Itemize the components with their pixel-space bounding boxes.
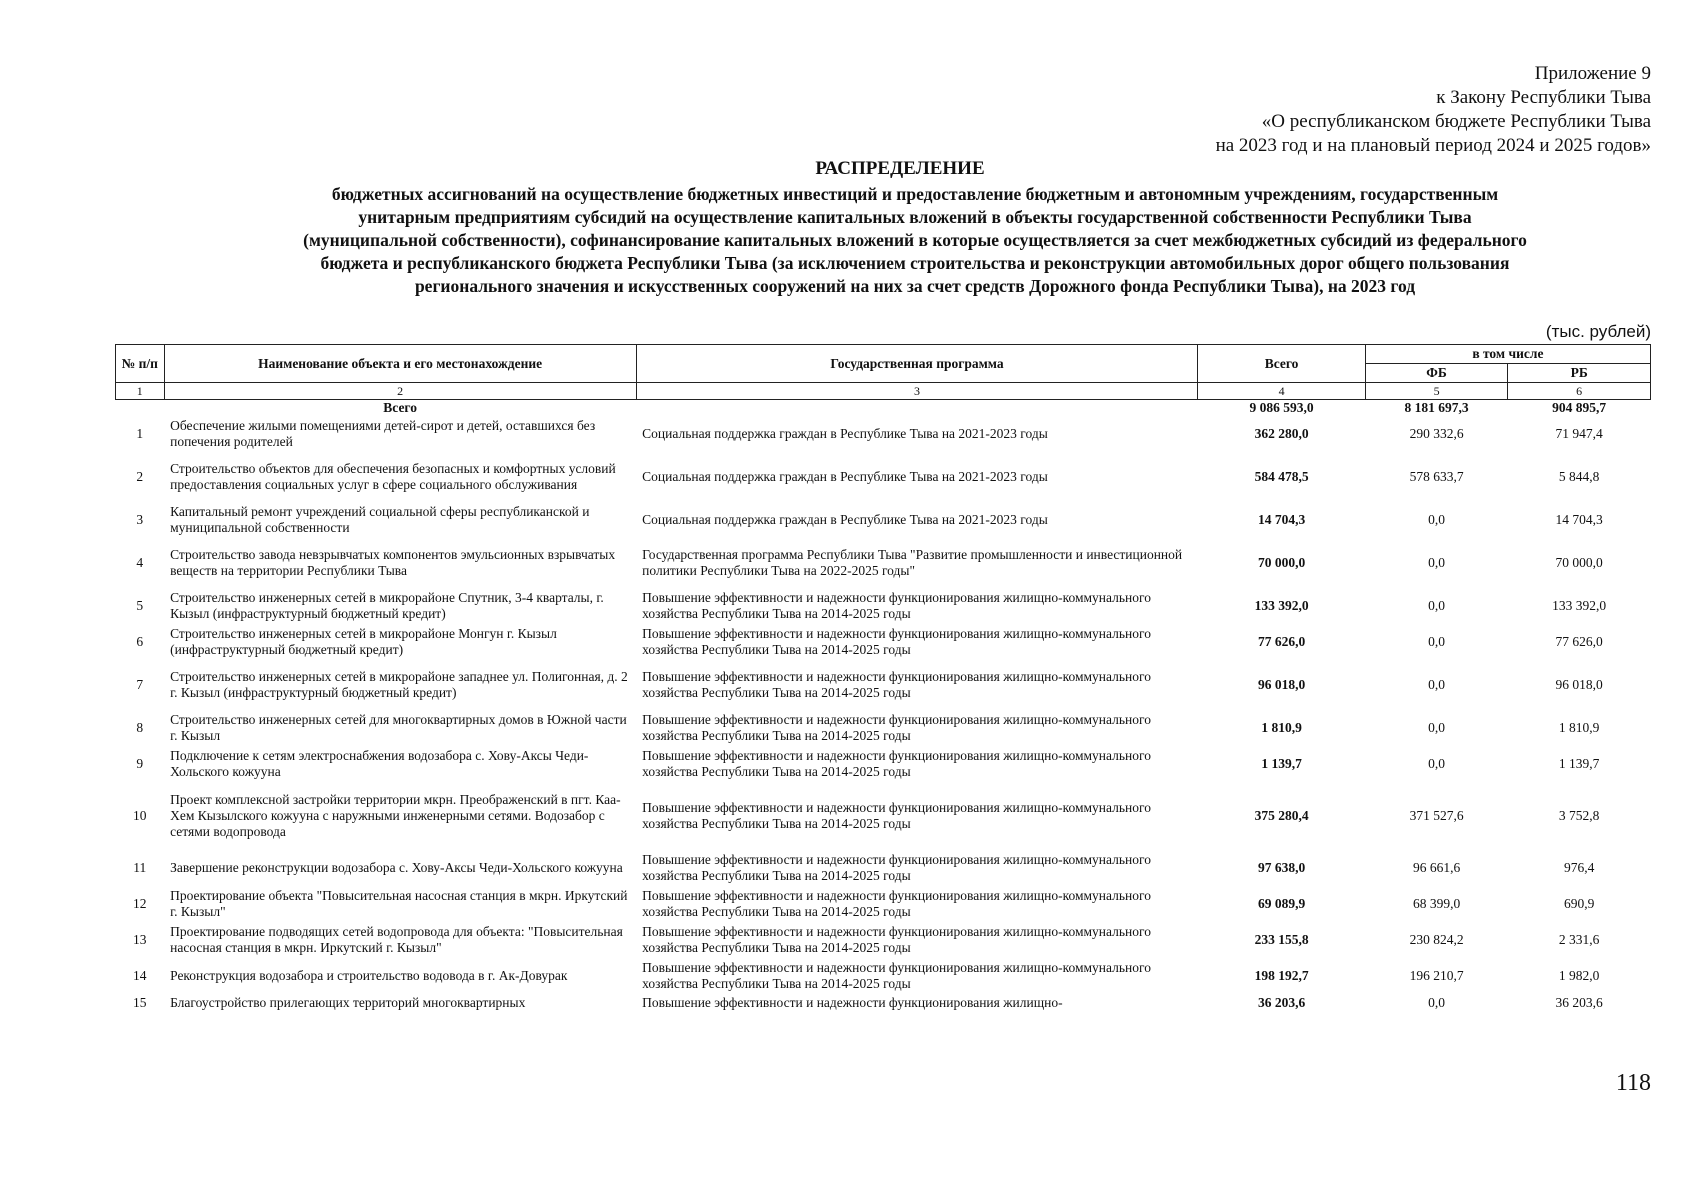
total-value: 9 086 593,0 xyxy=(1249,400,1314,415)
table-row xyxy=(116,886,1651,922)
row-number: 11 xyxy=(133,860,147,875)
page-number: 118 xyxy=(1615,1070,1651,1096)
row-total: 1 810,9 xyxy=(1261,720,1302,735)
column-index: 1 xyxy=(116,383,165,400)
row-rb: 1 810,9 xyxy=(1558,720,1600,735)
table-row xyxy=(116,660,1651,710)
row-rb: 77 626,0 xyxy=(1555,634,1603,649)
object-name: Проект комплексной застройки территории мкрн. Преображенский в пгт. Каа-Хем Кызылского кожууна с наружными инженерными сетями. Водозабор с сетями водопровода xyxy=(170,792,621,839)
row-total: 1 139,7 xyxy=(1261,756,1302,771)
row-fb: 371 527,6 xyxy=(1409,808,1464,823)
column-index: 3 xyxy=(636,383,1198,400)
row-fb: 0,0 xyxy=(1428,720,1445,735)
object-name: Благоустройство прилегающих территорий многоквартирных xyxy=(170,995,526,1010)
appendix-header xyxy=(851,62,1651,158)
column-index: 5 xyxy=(1365,383,1508,400)
row-total: 70 000,0 xyxy=(1257,555,1306,570)
program-name: Государственная программа Республики Тыва "Развитие промышленности и инвестиционной политики Республики Тыва на 2022-2025 годы" xyxy=(642,547,1183,578)
row-rb: 3 752,8 xyxy=(1558,808,1600,823)
program-name: Повышение эффективности и надежности функционирования жилищно-коммунального хозяйства Республики Тыва на 2014-2025 годы xyxy=(642,888,1151,919)
row-rb: 2 331,6 xyxy=(1558,932,1600,947)
row-total: 233 155,8 xyxy=(1254,932,1309,947)
subtitle-line: унитарным предприятиям субсидий на осуществление капитальных вложений в объекты государственной собственности Республики Тыва xyxy=(358,207,1472,227)
table-row xyxy=(116,994,1651,1012)
table-row xyxy=(116,710,1651,746)
program-name: Повышение эффективности и надежности функционирования жилищно-коммунального хозяйства Республики Тыва на 2014-2025 годы xyxy=(642,852,1151,883)
row-total: 97 638,0 xyxy=(1257,860,1306,875)
row-rb: 70 000,0 xyxy=(1555,555,1603,570)
table-row xyxy=(116,850,1651,886)
program-name: Повышение эффективности и надежности функционирования жилищно-коммунального хозяйства Республики Тыва на 2014-2025 годы xyxy=(642,748,1151,779)
header-line: Приложение 9 xyxy=(1534,63,1651,84)
subtitle-line: бюджетных ассигнований на осуществление бюджетных инвестиций и предоставление бюджетным и автономным учреждениям, государственным xyxy=(331,184,1499,204)
row-rb: 36 203,6 xyxy=(1555,995,1603,1010)
row-rb: 96 018,0 xyxy=(1555,677,1603,692)
subtitle-line: регионального значения и искусственных сооружений на них за счет средств Дорожного фонда Республики Тыва), на 2023 год xyxy=(414,276,1416,296)
object-name: Строительство инженерных сетей в микрорайоне западнее ул. Полигонная, д. 2 г. Кызыл (инфраструктурный бюджетный кредит) xyxy=(170,669,628,700)
row-fb: 96 661,6 xyxy=(1412,860,1461,875)
object-name: Строительство объектов для обеспечения безопасных и комфортных условий предоставления социальных услуг в сфере социального обслуживания xyxy=(170,461,616,492)
table-row xyxy=(116,746,1651,782)
row-total: 198 192,7 xyxy=(1254,968,1309,983)
row-total: 36 203,6 xyxy=(1257,995,1306,1010)
row-fb: 0,0 xyxy=(1428,598,1445,613)
row-number: 5 xyxy=(136,598,144,613)
row-fb: 0,0 xyxy=(1428,995,1445,1010)
table-row xyxy=(116,588,1651,624)
program-name: Социальная поддержка граждан в Республике Тыва на 2021-2023 годы xyxy=(642,512,1048,527)
row-number: 9 xyxy=(136,756,144,771)
total-rb: 904 895,7 xyxy=(1552,400,1607,415)
program-name: Социальная поддержка граждан в Республике Тыва на 2021-2023 годы xyxy=(642,469,1048,484)
object-name: Реконструкция водозабора и строительство водовода в г. Ак-Довурак xyxy=(170,968,568,983)
row-rb: 5 844,8 xyxy=(1558,469,1600,484)
object-name: Строительство инженерных сетей в микрорайоне Спутник, 3-4 кварталы, г. Кызыл (инфраструктурный бюджетный кредит) xyxy=(170,590,604,621)
program-name: Повышение эффективности и надежности функционирования жилищно-коммунального хозяйства Республики Тыва на 2014-2025 годы xyxy=(642,960,1151,991)
header-including: в том числе xyxy=(1365,345,1650,364)
row-number: 1 xyxy=(136,426,144,441)
row-number: 13 xyxy=(133,932,147,947)
total-fb: 8 181 697,3 xyxy=(1404,400,1469,415)
row-number: 10 xyxy=(133,808,147,823)
header-fb: ФБ xyxy=(1365,364,1508,383)
object-name: Строительство инженерных сетей в микрорайоне Монгун г. Кызыл (инфраструктурный бюджетный кредит) xyxy=(170,626,557,657)
table-row xyxy=(116,538,1651,588)
table-row xyxy=(116,782,1651,850)
total-label: Всего xyxy=(383,400,417,415)
row-fb: 0,0 xyxy=(1428,555,1445,570)
row-total: 77 626,0 xyxy=(1257,634,1306,649)
table-row xyxy=(116,922,1651,958)
object-name: Завершение реконструкции водозабора с. Хову-Аксы Чеди-Хольского кожууна xyxy=(170,860,623,875)
row-total: 584 478,5 xyxy=(1254,469,1309,484)
row-number: 8 xyxy=(136,720,144,735)
row-number: 7 xyxy=(136,677,144,692)
row-rb: 1 139,7 xyxy=(1558,756,1600,771)
header-total: Всего xyxy=(1198,345,1365,383)
object-name: Проектирование подводящих сетей водопровода для объекта: "Повысительная насосная станция в мкрн. Иркутский г. Кызыл" xyxy=(170,924,623,955)
table-row xyxy=(116,502,1651,538)
header-line: к Закону Республики Тыва xyxy=(1436,87,1651,108)
object-name: Капитальный ремонт учреждений социальной сферы республиканской и муниципальной собственности xyxy=(170,504,590,535)
row-fb: 0,0 xyxy=(1428,756,1445,771)
column-index: 6 xyxy=(1508,383,1651,400)
row-fb: 230 824,2 xyxy=(1409,932,1464,947)
object-name: Строительство инженерных сетей для многоквартирных домов в Южной части г. Кызыл xyxy=(170,712,627,743)
subtitle-line: (муниципальной собственности), софинансирование капитальных вложений в которые осуществляется за счет межбюджетных субсидий из федерального xyxy=(303,230,1527,250)
program-name: Социальная поддержка граждан в Республике Тыва на 2021-2023 годы xyxy=(642,426,1048,441)
document-title: РАСПРЕДЕЛЕНИЕ xyxy=(815,158,985,179)
program-name: Повышение эффективности и надежности функционирования жилищно-коммунального хозяйства Республики Тыва на 2014-2025 годы xyxy=(642,924,1151,955)
row-total: 14 704,3 xyxy=(1257,512,1306,527)
table-row xyxy=(116,624,1651,660)
row-fb: 578 633,7 xyxy=(1409,469,1464,484)
program-name: Повышение эффективности и надежности функционирования жилищно-коммунального хозяйства Республики Тыва на 2014-2025 годы xyxy=(642,626,1151,657)
row-total: 375 280,4 xyxy=(1254,808,1309,823)
program-name: Повышение эффективности и надежности функционирования жилищно-коммунального хозяйства Республики Тыва на 2014-2025 годы xyxy=(642,800,1151,831)
object-name: Проектирование объекта "Повысительная насосная станция в мкрн. Иркутский г. Кызыл" xyxy=(170,888,628,919)
program-name: Повышение эффективности и надежности функционирования жилищно-коммунального хозяйства Республики Тыва на 2014-2025 годы xyxy=(642,712,1151,743)
row-total: 362 280,0 xyxy=(1254,426,1309,441)
row-number: 6 xyxy=(136,634,144,649)
table-row xyxy=(116,452,1651,502)
row-number: 15 xyxy=(133,995,147,1010)
row-rb: 71 947,4 xyxy=(1555,426,1603,441)
row-total: 69 089,9 xyxy=(1257,896,1306,911)
header-rb: РБ xyxy=(1508,364,1651,383)
row-number: 4 xyxy=(136,555,144,570)
row-total: 133 392,0 xyxy=(1254,598,1309,613)
subtitle-line: бюджета и республиканского бюджета Республики Тыва (за исключением строительства и реконструкции автомобильных дорог общего пользования xyxy=(320,253,1510,273)
row-fb: 0,0 xyxy=(1428,634,1445,649)
column-index: 2 xyxy=(164,383,636,400)
allocation-table xyxy=(115,344,1651,1012)
row-fb: 290 332,6 xyxy=(1409,426,1464,441)
program-name: Повышение эффективности и надежности функционирования жилищно- xyxy=(642,995,1063,1010)
object-name: Обеспечение жилыми помещениями детей-сирот и детей, оставшихся без попечения родителей xyxy=(170,418,596,449)
row-number: 12 xyxy=(133,896,147,911)
row-rb: 133 392,0 xyxy=(1552,598,1607,613)
row-rb: 690,9 xyxy=(1563,896,1595,911)
row-number: 2 xyxy=(136,469,144,484)
row-number: 14 xyxy=(133,968,147,983)
row-fb: 0,0 xyxy=(1428,512,1445,527)
column-index: 4 xyxy=(1198,383,1365,400)
row-number: 3 xyxy=(136,512,144,527)
table-row xyxy=(116,416,1651,452)
units-label: (тыс. рублей) xyxy=(1545,322,1651,341)
total-row xyxy=(116,400,1651,417)
row-fb: 68 399,0 xyxy=(1412,896,1461,911)
table-row xyxy=(116,958,1651,994)
row-rb: 14 704,3 xyxy=(1555,512,1603,527)
document-subtitle xyxy=(200,183,1630,298)
row-rb: 976,4 xyxy=(1563,860,1595,875)
row-total: 96 018,0 xyxy=(1257,677,1306,692)
header-object: Наименование объекта и его местонахождение xyxy=(164,345,636,383)
object-name: Строительство завода невзрывчатых компонентов эмульсионных взрывчатых веществ на территории Республики Тыва xyxy=(170,547,616,578)
row-fb: 0,0 xyxy=(1428,677,1445,692)
header-num: № п/п xyxy=(116,345,165,383)
row-rb: 1 982,0 xyxy=(1558,968,1600,983)
header-program: Государственная программа xyxy=(636,345,1198,383)
row-fb: 196 210,7 xyxy=(1409,968,1464,983)
header-line: на 2023 год и на плановый период 2024 и 2025 годов» xyxy=(1215,135,1651,156)
header-line: «О республиканском бюджете Республики Тыва xyxy=(1261,111,1651,132)
program-name: Повышение эффективности и надежности функционирования жилищно-коммунального хозяйства Республики Тыва на 2014-2025 годы xyxy=(642,590,1151,621)
object-name: Подключение к сетям электроснабжения водозабора с. Хову-Аксы Чеди-Хольского кожууна xyxy=(170,748,589,779)
program-name: Повышение эффективности и надежности функционирования жилищно-коммунального хозяйства Республики Тыва на 2014-2025 годы xyxy=(642,669,1151,700)
